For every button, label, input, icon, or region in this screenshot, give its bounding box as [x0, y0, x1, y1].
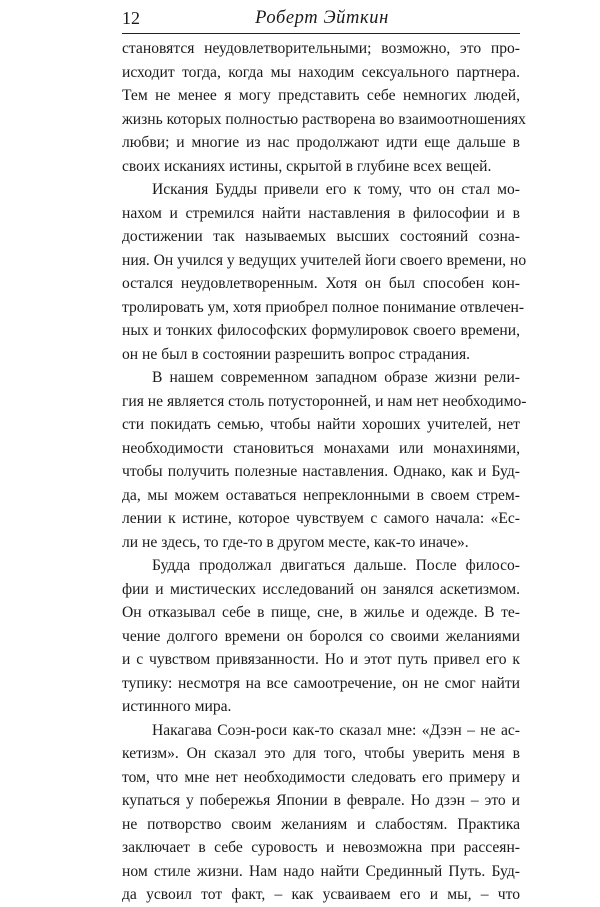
text-line: фии и мистических исследований он занялся аскетизмом. — [122, 580, 520, 598]
text-line: любви; и многие из нас продолжают идти еще дальше в — [122, 134, 520, 151]
text-line: тролировать ум, хотя приобрел полное понимание отвлечен- — [122, 298, 525, 316]
text-line: истинного мира. — [122, 698, 232, 715]
text-line: тупику: несмотря на все самоотречение, он не смог найти — [122, 674, 520, 692]
text-line: заключает в себе суровость и невозможна при рассеян- — [122, 839, 520, 856]
text-line: ных и тонких философских формулировок своего времени, — [122, 322, 520, 339]
text-line: чтобы получить полезные наставления. Однако, как и Буд- — [122, 463, 520, 480]
running-title: Роберт Эйткин — [255, 8, 389, 28]
text-line: Тем не менее я могу представить себе немногих людей, — [122, 87, 520, 104]
page-number: 12 — [122, 8, 140, 28]
text-line: том, что мне нет необходимости следовать его примеру и — [122, 768, 520, 786]
text-line: чение долгого времени он боролся со своими желаниями — [122, 627, 520, 645]
text-line: сти покидать семью, чтобы найти хороших учителей, нет — [122, 416, 520, 433]
header-rule — [122, 33, 520, 34]
text-line: ния. Он учился у ведущих учителей йоги своего времени, но — [122, 251, 527, 269]
text-line: гия не является столь потусторонней, и нам нет необходимо- — [122, 392, 527, 410]
text-line: кетизм». Он сказал это для того, чтобы уверить меня в — [122, 745, 520, 762]
text-line: и с чувством привязанности. Но и этот путь привел его к — [122, 651, 520, 668]
text-line: купаться у побережья Японии в феврале. Но дзэн – это и — [122, 792, 520, 809]
body-text — [122, 37, 527, 907]
text-line: Он отказывал себе в пище, сне, в жилье и одежде. В те- — [122, 604, 520, 621]
text-line: ли не здесь, то где-то в другом месте, как-то иначе». — [122, 533, 469, 551]
text-line: он не был в состоянии разрешить вопрос страдания. — [122, 345, 471, 363]
text-line: Будда продолжал двигаться дальше. После филосо- — [152, 557, 520, 574]
text-line: достижении так называемых высших состояний созна- — [122, 228, 520, 245]
text-line: не потворство своим желаниям и слабостям. Практика — [122, 815, 520, 833]
text-line: нахом и стремился найти наставления в философии и в — [122, 204, 520, 222]
text-line: становятся неудовлетворительными; возможно, это про- — [122, 40, 520, 57]
text-line: В нашем современном западном образе жизни рели- — [152, 369, 520, 386]
running-head — [122, 6, 522, 32]
text-line: да, мы можем оставаться непреклонными в своем стрем- — [122, 486, 520, 504]
text-line: остался неудовлетворенным. Хотя он был способен кон- — [122, 275, 520, 292]
text-line: лении к истине, которое чувствуем с самого начала: «Ес- — [122, 510, 520, 527]
text-line: ном стиле жизни. Нам надо найти Срединный Путь. Буд- — [122, 862, 520, 880]
text-line: жизнь которых полностью растворена во взаимоотношениях — [122, 110, 526, 128]
text-line: да усвоил тот факт, – как усваиваем его и мы, – что — [122, 886, 520, 903]
text-line: Искания Будды привели его к тому, что он стал мо- — [152, 181, 520, 198]
text-line: необходимости становиться монахами или монахинями, — [122, 439, 520, 457]
text-line: своих исканиях истины, скрытой в глубине всех вещей. — [122, 157, 492, 175]
text-line: Накагава Соэн-роси как-то сказал мне: «Дзэн – не ас- — [152, 721, 520, 739]
text-line: исходит тогда, когда мы находим сексуального партнера. — [122, 63, 520, 81]
